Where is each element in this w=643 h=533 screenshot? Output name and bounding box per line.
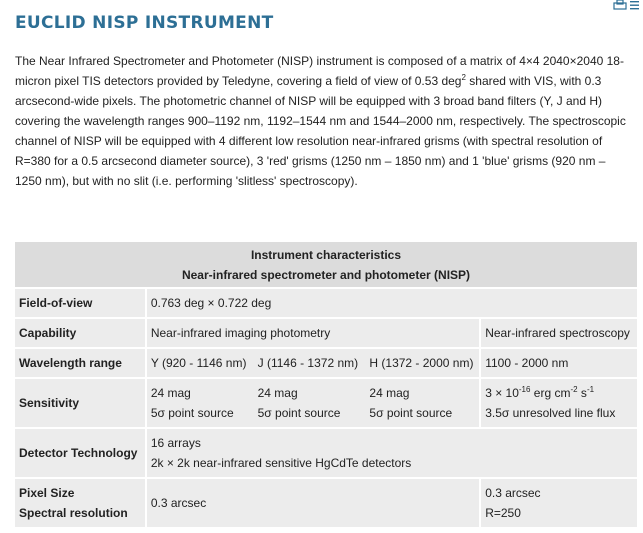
page-tools xyxy=(613,0,639,10)
page-title: EUCLID NISP INSTRUMENT xyxy=(15,13,274,33)
intro-paragraph: The Near Infrared Spectrometer and Photometer (NISP) instrument is composed of a matrix of 4×4 2040×2040 18-micron pixel TIS detectors provided by Teledyne, covering a field of view of 0.53 deg$^2$ shared with VIS, with 0.3 arcsecond-wide pixels. The photometric channel of NISP will be equipped with 3 broad band filters (Y, J and H) covering the wavelength ranges 900–1192 nm, 1192–1544 nm and 1544–2000 nm, respectively. The spectroscopic channel of NISP will be equipped with 4 different low resolution near-infrared grisms (with spectral resolution of R=380 for a 0.5 arcsecond diameter source), 3 'red' grisms (1250 nm – 1850 nm) and 1 'blue' grisms (920 nm – 1250 nm), but with no slit (i.e. performing 'slitless' spectroscopy). xyxy=(15,54,626,188)
menu-icon[interactable] xyxy=(630,0,639,10)
row-label-sensitivity: Sensitivity xyxy=(15,378,146,428)
pixel-size-imaging: 0.3 arcsec xyxy=(146,478,480,528)
table-row xyxy=(15,378,637,428)
pixel-spectroscopy: 0.3 arcsec R=250 xyxy=(480,478,637,528)
row-label-field-of-view: Field-of-view xyxy=(15,288,146,318)
table-caption-row xyxy=(15,242,637,288)
sensitivity-y: 24 mag 5σ point source xyxy=(146,378,254,428)
row-label-capability: Capability xyxy=(15,318,146,348)
capability-imaging: Near-infrared imaging photometry xyxy=(146,318,480,348)
sensitivity-j: 24 mag 5σ point source xyxy=(254,378,366,428)
table-row xyxy=(15,288,637,318)
table-row xyxy=(15,478,637,528)
capability-spectroscopy: Near-infrared spectroscopy xyxy=(480,318,637,348)
wavelength-spectroscopy: 1100 - 2000 nm xyxy=(480,348,637,378)
table-row xyxy=(15,428,637,478)
sensitivity-h: 24 mag 5σ point source xyxy=(365,378,480,428)
field-of-view-value: 0.763 deg × 0.722 deg xyxy=(146,288,637,318)
table-row xyxy=(15,348,637,378)
wavelength-y: Y (920 - 1146 nm) xyxy=(146,348,254,378)
table-row xyxy=(15,318,637,348)
wavelength-h: H (1372 - 2000 nm) xyxy=(365,348,480,378)
row-label-wavelength: Wavelength range xyxy=(15,348,146,378)
table-caption: Instrument characteristics Near-infrared spectrometer and photometer (NISP) xyxy=(15,242,637,288)
wavelength-j: J (1146 - 1372 nm) xyxy=(254,348,366,378)
row-label-detector: Detector Technology xyxy=(15,428,146,478)
detector-value: 16 arrays 2k × 2k near-infrared sensitive HgCdTe detectors xyxy=(146,428,637,478)
sensitivity-spectroscopy: $3 \times 10^{-16}$ erg $cm^{-2}$ $s^{-1}$ 3.5σ unresolved line flux xyxy=(480,378,637,428)
instrument-characteristics-table xyxy=(15,242,637,529)
print-icon[interactable] xyxy=(613,0,627,10)
row-label-pixel-resolution: Pixel Size Spectral resolution xyxy=(15,478,146,528)
